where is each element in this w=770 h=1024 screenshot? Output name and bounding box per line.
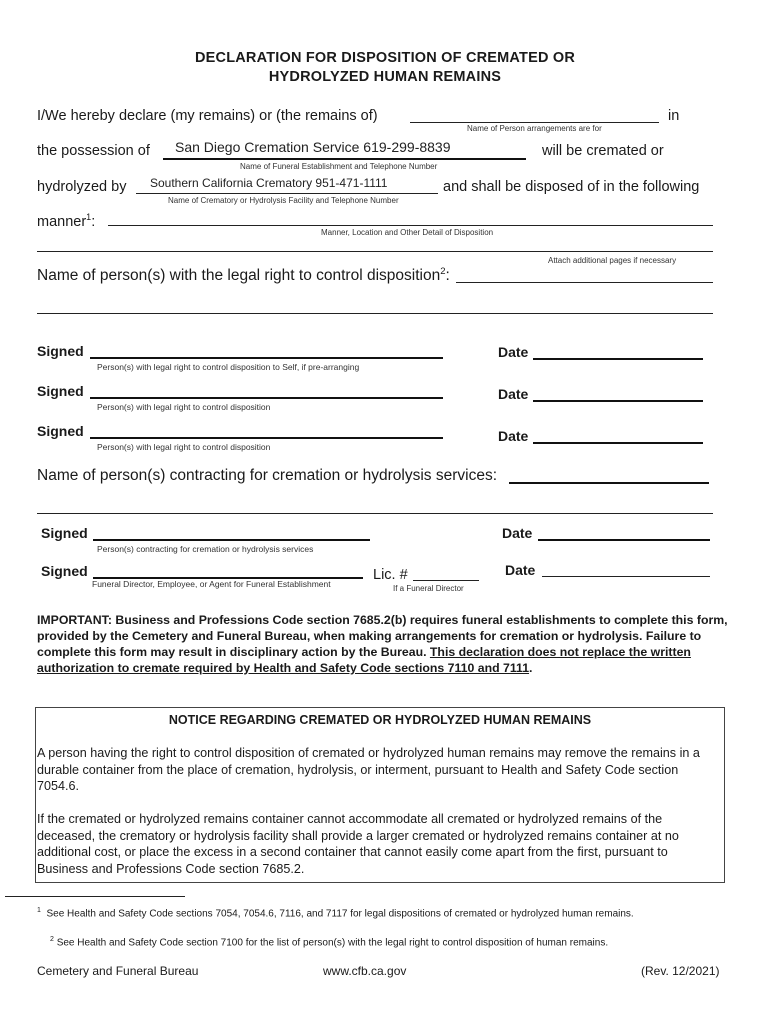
notice-paragraph-2: If the cremated or hydrolyzed remains container cannot accommodate all cremated or hydrolyzed remains of the deceased, the crematory or hydrolysis facility shall provide a larger cremated or hydrolyzed remains container at no additional cost, or place the excess in a second container that cannot easily come apart from the first, pursuant to Business and Professions Code section 7685.2. [37,812,679,876]
notice-title: NOTICE REGARDING CREMATED OR HYDROLYZED HUMAN REMAINS [168,713,592,727]
director-signature-caption: Funeral Director, Employee, or Agent for Funeral Establishment [92,579,331,589]
signature-caption-1: Person(s) with legal right to control disposition to Self, if pre-arranging [97,362,360,372]
signed-label-3: Signed [37,423,84,439]
director-signed-label: Signed [41,563,88,579]
signature-caption-3: Person(s) with legal right to control disposition [97,442,271,452]
contract-signature-caption: Person(s) contracting for cremation or hydrolysis services [97,544,314,554]
license-label: Lic. # [373,567,408,583]
funeral-establishment-value: San Diego Cremation Service 619-299-8839 [175,139,451,155]
signature-field-2[interactable] [90,397,443,399]
contracting-field[interactable] [509,482,709,484]
signed-label-2: Signed [37,383,84,399]
declare-name-field[interactable] [410,122,659,123]
contract-signature-field[interactable] [93,539,370,541]
contract-date-label: Date [502,525,533,541]
legal-right-field-line-2[interactable] [37,313,713,314]
declare-caption: Name of Person arrangements are for [467,124,602,133]
footnote-divider [5,896,185,897]
signature-field-1[interactable] [90,357,443,359]
footer-website[interactable]: www.cfb.ca.gov [323,964,407,978]
date-field-1[interactable] [533,358,703,360]
notice-box [35,707,725,883]
manner-field-line-2[interactable] [37,251,713,252]
contracting-label: Name of person(s) contracting for cremation or hydrolysis services: [37,467,497,484]
date-label-3: Date [498,428,529,444]
legal-right-label: Name of person(s) with the legal right to control disposition$^2$: [37,266,450,285]
hydrolyzed-label: hydrolyzed by [37,179,127,195]
possession-label: the possession of [37,143,150,159]
footer-revision: (Rev. 12/2021) [641,964,720,978]
signed-label-1: Signed [37,343,84,359]
signature-field-3[interactable] [90,437,443,439]
director-date-label: Date [505,562,536,578]
contracting-field-line-2[interactable] [37,513,713,514]
manner-label: manner$^1$: [37,212,96,230]
license-caption: If a Funeral Director [393,584,464,593]
hydrolyzed-caption: Name of Crematory or Hydrolysis Facility and Telephone Number [168,196,399,205]
license-field[interactable] [413,580,479,581]
footer-bureau: Cemetery and Funeral Bureau [37,964,199,978]
important-notice: IMPORTANT: Business and Professions Code section 7685.2(b) requires funeral establishments to complete this form, provided by the Cemetery and Funeral Bureau, when making arrangements for cremation or hydrolysis. Failure to complete this form may result in disciplinary action by the Bureau. This declaration does not replace the written authorization to cremate required by Health and Safety Code sections 7110 and 7111. [37,613,728,675]
declare-suffix: in [668,108,680,124]
date-field-3[interactable] [533,442,703,444]
crematory-field[interactable] [136,193,438,194]
date-label-2: Date [498,386,529,402]
contract-signed-label: Signed [41,525,88,541]
form-title-line-2: HYDROLYZED HUMAN REMAINS [268,69,502,85]
manner-caption: Manner, Location and Other Detail of Disposition [321,228,494,237]
possession-suffix: will be cremated or [542,143,664,159]
footnote-1: $^1$ See Health and Safety Code sections 7054, 7054.6, 7116, and 7117 for legal dispositions of cremated or hydrolyzed human remains. [37,907,634,920]
footnote-2: $^2$ See Health and Safety Code section 7100 for the list of person(s) with the legal right to control disposition of human remains. [50,936,609,949]
hydrolyzed-suffix: and shall be disposed of in the following [443,179,700,195]
signature-caption-2: Person(s) with legal right to control disposition [97,402,271,412]
crematory-value: Southern California Crematory 951-471-1111 [150,176,388,190]
legal-right-field[interactable] [456,282,713,283]
form-title-line-1: DECLARATION FOR DISPOSITION OF CREMATED OR [194,50,576,66]
date-field-2[interactable] [533,400,703,402]
possession-caption: Name of Funeral Establishment and Telephone Number [240,162,438,171]
date-label-1: Date [498,344,529,360]
funeral-establishment-field[interactable] [163,158,526,160]
manner-field[interactable] [108,225,713,226]
director-date-field[interactable] [542,576,710,577]
declare-label: I/We hereby declare (my remains) or (the remains of) [37,108,378,124]
notice-paragraph-1: A person having the right to control disposition of cremated or hydrolyzed human remains may remove the remains in a durable container from the place of cremation, hydrolysis, or interment, pursuant to Health and Safety Code section 7054.6. [37,746,700,793]
contract-date-field[interactable] [538,539,710,541]
attach-note: Attach additional pages if necessary [548,256,677,265]
